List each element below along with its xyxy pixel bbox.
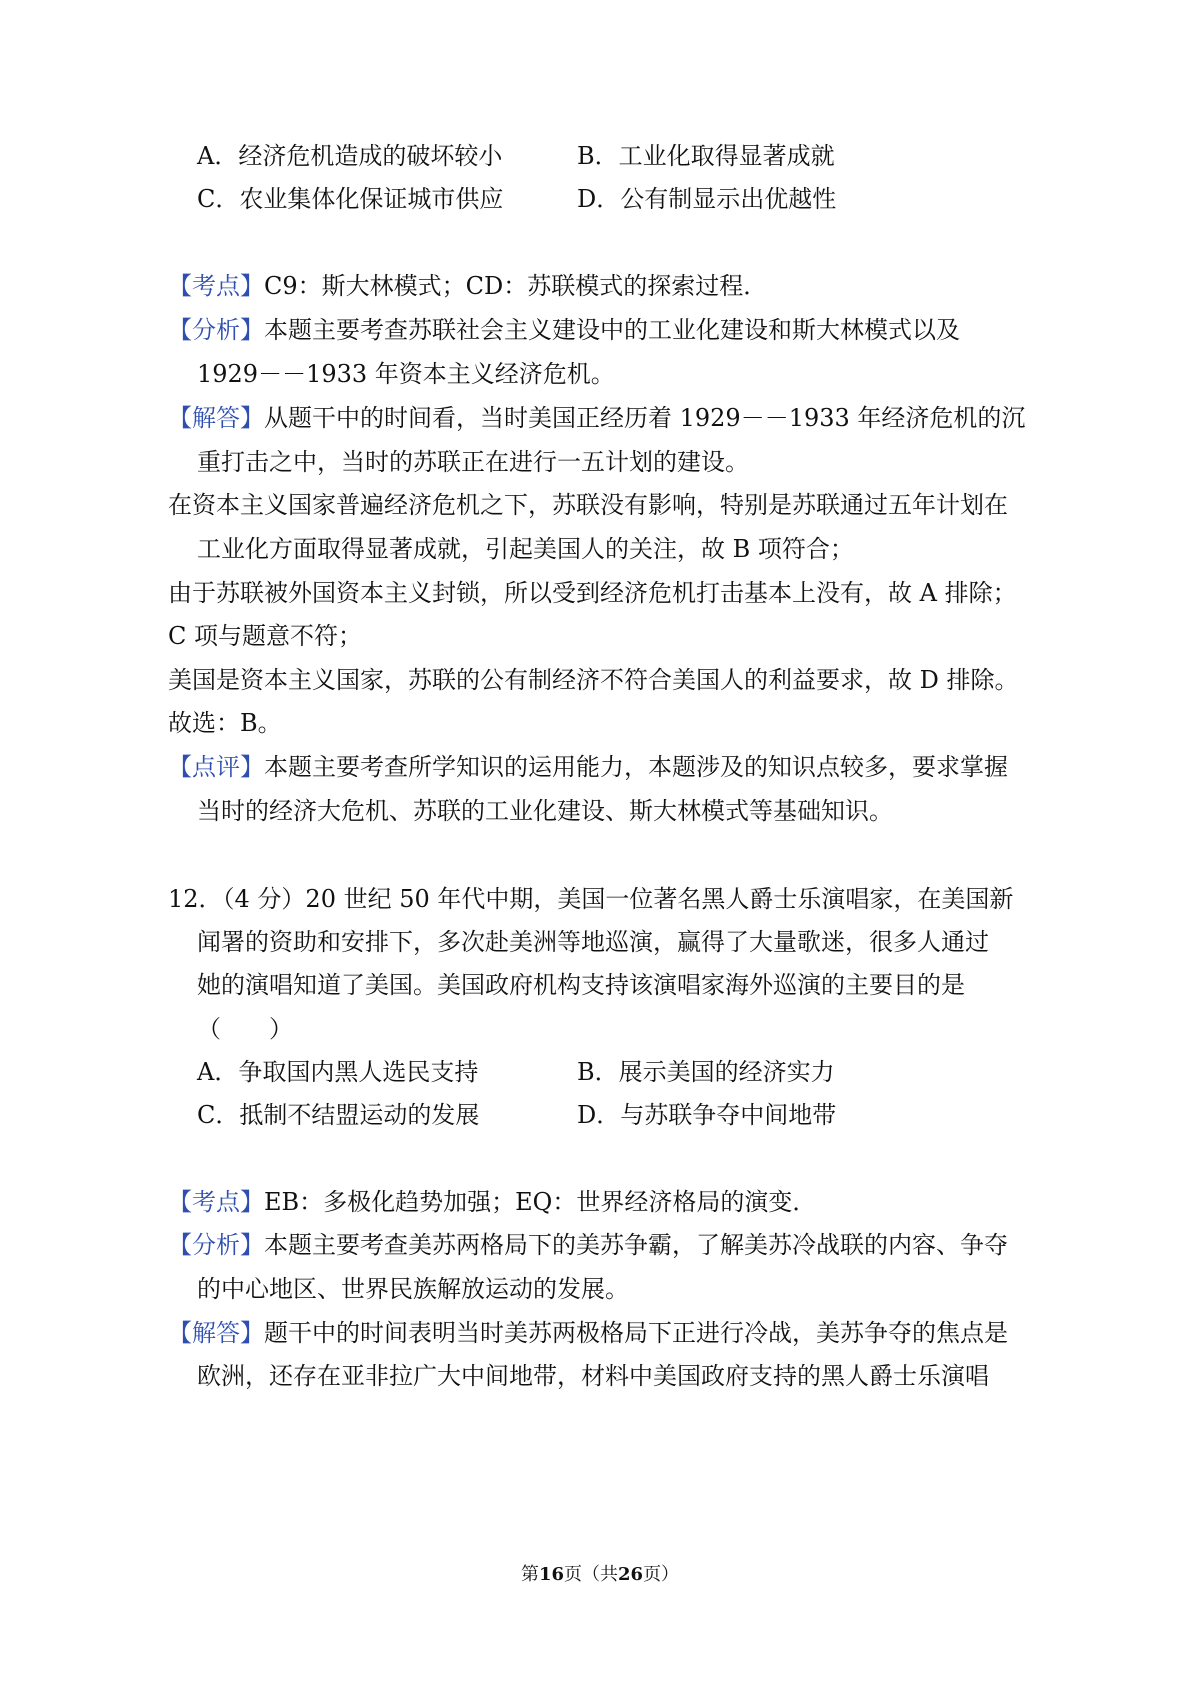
- total-pages: 26: [618, 1564, 644, 1585]
- q11-option-b: B．工业化取得显著成就: [577, 142, 835, 170]
- q11-fenxi: [168, 314, 960, 346]
- q11-jieda: [168, 402, 1025, 434]
- q11-fenxi-cont: 1929－－1933 年资本主义经济危机。: [197, 360, 615, 388]
- q12-option-d: D．与苏联争夺中间地带: [577, 1101, 837, 1129]
- q11-body-6: 故选：B。: [168, 709, 282, 737]
- q12-kaodian: [168, 1186, 816, 1218]
- q12-jieda-cont: 欧洲，还存在亚非拉广大中间地带，材料中美国政府支持的黑人爵士乐演唱: [197, 1362, 989, 1390]
- footer-suffix: 页）: [643, 1564, 680, 1585]
- q11-jieda-cont: 重打击之中，当时的苏联正在进行一五计划的建设。: [197, 448, 749, 476]
- q11-option-a: A．经济危机造成的破坏较小: [197, 142, 503, 170]
- q12-option-c: C．抵制不结盟运动的发展: [197, 1101, 480, 1129]
- kaodian-text: C9：斯大林模式；CD：苏联模式的探索过程．: [264, 272, 768, 300]
- kaodian-tag: 【考点】: [168, 272, 264, 300]
- page-number: 16: [538, 1564, 564, 1585]
- q11-option-c: C．农业集体化保证城市供应: [197, 185, 504, 213]
- q12-option-b: B．展示美国的经济实力: [577, 1058, 835, 1086]
- jieda-text-1: 题干中的时间表明当时美苏两极格局下正进行冷战，美苏争夺的焦点是: [264, 1319, 1008, 1347]
- q12-option-a: A．争取国内黑人选民支持: [197, 1058, 479, 1086]
- q12-stem-4: （ ）: [197, 1015, 293, 1043]
- jieda-tag: 【解答】: [168, 404, 264, 432]
- dianping-text-1: 本题主要考查所学知识的运用能力，本题涉及的知识点较多，要求掌握: [264, 753, 1008, 781]
- dianping-tag: 【点评】: [168, 753, 264, 781]
- q12-jieda: [168, 1317, 1008, 1349]
- q11-body-3: 由于苏联被外国资本主义封锁，所以受到经济危机打击基本上没有，故 A 排除；: [168, 579, 1017, 607]
- q11-body-1: 在资本主义国家普遍经济危机之下，苏联没有影响，特别是苏联通过五年计划在: [168, 491, 1008, 519]
- kaodian-text: EB：多极化趋势加强；EQ：世界经济格局的演变．: [264, 1188, 817, 1216]
- q11-dianping: [168, 751, 1008, 783]
- fenxi-tag: 【分析】: [168, 1231, 264, 1259]
- q12-stem-1: 12．（4 分）20 世纪 50 年代中期，美国一位著名黑人爵士乐演唱家，在美国新: [168, 885, 1014, 913]
- q12-stem-2: 闻署的资助和安排下，多次赴美洲等地巡演，赢得了大量歌迷，很多人通过: [197, 928, 989, 956]
- q11-option-d: D．公有制显示出优越性: [577, 185, 837, 213]
- fenxi-text-1: 本题主要考查苏联社会主义建设中的工业化建设和斯大林模式以及: [264, 316, 960, 344]
- q11-body-5: 美国是资本主义国家，苏联的公有制经济不符合美国人的利益要求，故 D 排除。: [168, 666, 1019, 694]
- q11-dianping-cont: 当时的经济大危机、苏联的工业化建设、斯大林模式等基础知识。: [197, 797, 893, 825]
- page-footer: [0, 1563, 1200, 1587]
- jieda-tag: 【解答】: [168, 1319, 264, 1347]
- q12-stem-3: 她的演唱知道了美国。美国政府机构支持该演唱家海外巡演的主要目的是: [197, 971, 965, 999]
- q11-kaodian: [168, 270, 767, 302]
- q11-body-4: C 项与题意不符；: [168, 622, 362, 650]
- fenxi-text-1: 本题主要考查美苏两格局下的美苏争霸，了解美苏冷战联的内容、争夺: [264, 1231, 1008, 1259]
- q12-fenxi-cont: 的中心地区、世界民族解放运动的发展。: [197, 1275, 629, 1303]
- kaodian-tag: 【考点】: [168, 1188, 264, 1216]
- footer-middle: 页（共: [564, 1564, 618, 1585]
- q11-body-2: 工业化方面取得显著成就，引起美国人的关注，故 B 项符合；: [197, 535, 854, 563]
- q12-fenxi: [168, 1229, 1008, 1261]
- footer-prefix: 第: [520, 1564, 539, 1585]
- jieda-text-1: 从题干中的时间看，当时美国正经历着 1929－－1933 年经济危机的沉: [264, 404, 1026, 432]
- fenxi-tag: 【分析】: [168, 316, 264, 344]
